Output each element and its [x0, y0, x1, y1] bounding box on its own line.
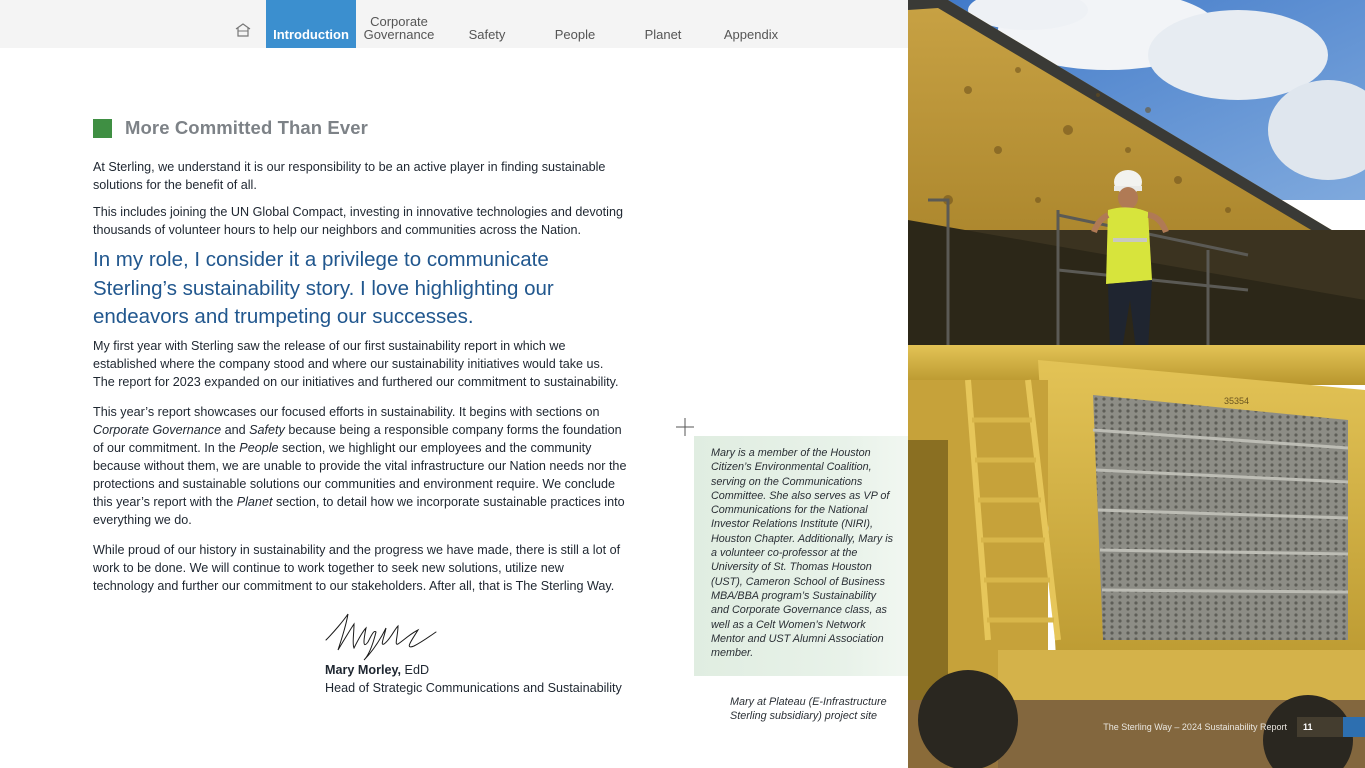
pull-quote: In my role, I consider it a privilege to communicate Sterling’s sustainability story. I love highlighting our endeavors and trumpeting our successes. [93, 248, 554, 328]
tab-corporate-governance[interactable] [356, 0, 442, 48]
home-icon[interactable] [234, 22, 252, 38]
link-safety: Safety [249, 422, 285, 437]
paragraph-first-year: My first year with Sterling saw the release of our first sustainability report in which we established where the company stood and where our sustainability initiatives would take us. The report for 2023 expanded on our initiatives and furthered our commitment to sustainability. [93, 338, 619, 389]
report-title: The Sterling Way – 2024 Sustainability Report [1103, 722, 1287, 732]
paragraph-this-year [93, 403, 628, 529]
signer-credential: EdD [401, 663, 430, 677]
tab-label-line1: Corporate [370, 14, 428, 29]
link-corporate-governance: Corporate Governance [93, 422, 222, 437]
link-planet: Planet [236, 494, 273, 509]
text: section, we highlight our employees and the community because without them, we are unable to provide the vital infrastructure our Nation needs nor the protections and sustainable solutions our communities and environment require. We conclude this year’s report with the [93, 440, 627, 509]
text: This year’s report showcases our focused efforts in sustainability. It begins with sections on [93, 404, 600, 419]
mining-truck-photo [908, 0, 1365, 768]
text: and [221, 422, 250, 437]
tab-label-line2: Governance [363, 27, 435, 42]
page-title: More Committed Than Ever [125, 117, 368, 138]
tab-safety[interactable]: Safety [468, 27, 506, 42]
text: section, to detail how we incorporate sustainable practices into everything we do. [93, 494, 625, 527]
heading-square-icon [93, 119, 112, 138]
bio-text: Mary is a member of the Houston Citizen’s Environmental Coalition, serving on the Communications Committee. She also serves as VP of Communications for the National Investor Relations Institute (NIRI), Houston Chapter. Additionally, Mary is a volunteer co-professor at the University of St. Thomas Houston (UST), Cameron School of Business MBA/BBA program’s Sustainability and Corporate Governance class, as well as a Celt Women’s Network Mentor and UST Alumni Association member. [711, 447, 894, 660]
page-footer [1103, 717, 1365, 737]
signature-block [325, 661, 622, 697]
text: because being a responsible company forms the foundation of our commitment. In the [93, 422, 622, 455]
signer-title: Head of Strategic Communications and Sustainability [325, 681, 622, 695]
photo-caption: Mary at Plateau (E-Infrastructure Sterling subsidiary) project site [730, 696, 887, 723]
bio-callout [694, 436, 908, 676]
paragraph-intro: At Sterling, we understand it is our responsibility to be an active player in finding sustainable solutions for the benefit of all. [93, 160, 606, 192]
tab-introduction[interactable]: Introduction [266, 0, 356, 48]
signature-image [324, 610, 444, 662]
top-nav [0, 0, 908, 48]
footer-tab [1343, 717, 1365, 737]
section-heading [93, 118, 628, 138]
main-content [93, 118, 628, 595]
tab-appendix[interactable]: Appendix [723, 27, 779, 42]
tab-people[interactable]: People [554, 27, 596, 42]
page-number: 11 [1297, 717, 1343, 737]
paragraph-un-compact: This includes joining the UN Global Compact, investing in innovative technologies and devoting thousands of volunteer hours to help our neighbors and communities across the Nation. [93, 205, 623, 237]
paragraph-closing: While proud of our history in sustainability and the progress we have made, there is still a lot of work to be done. We will continue to work together to seek new solutions, utilize new technology and further our commitment to our stakeholders. After all, that is The Sterling Way. [93, 542, 621, 593]
truck-number-label: 35354 [1224, 396, 1250, 406]
hero-photo [908, 0, 1365, 768]
link-people: People [239, 440, 279, 455]
tab-planet[interactable]: Planet [644, 27, 682, 42]
signer-name: Mary Morley, [325, 663, 402, 677]
plus-icon [676, 418, 694, 436]
